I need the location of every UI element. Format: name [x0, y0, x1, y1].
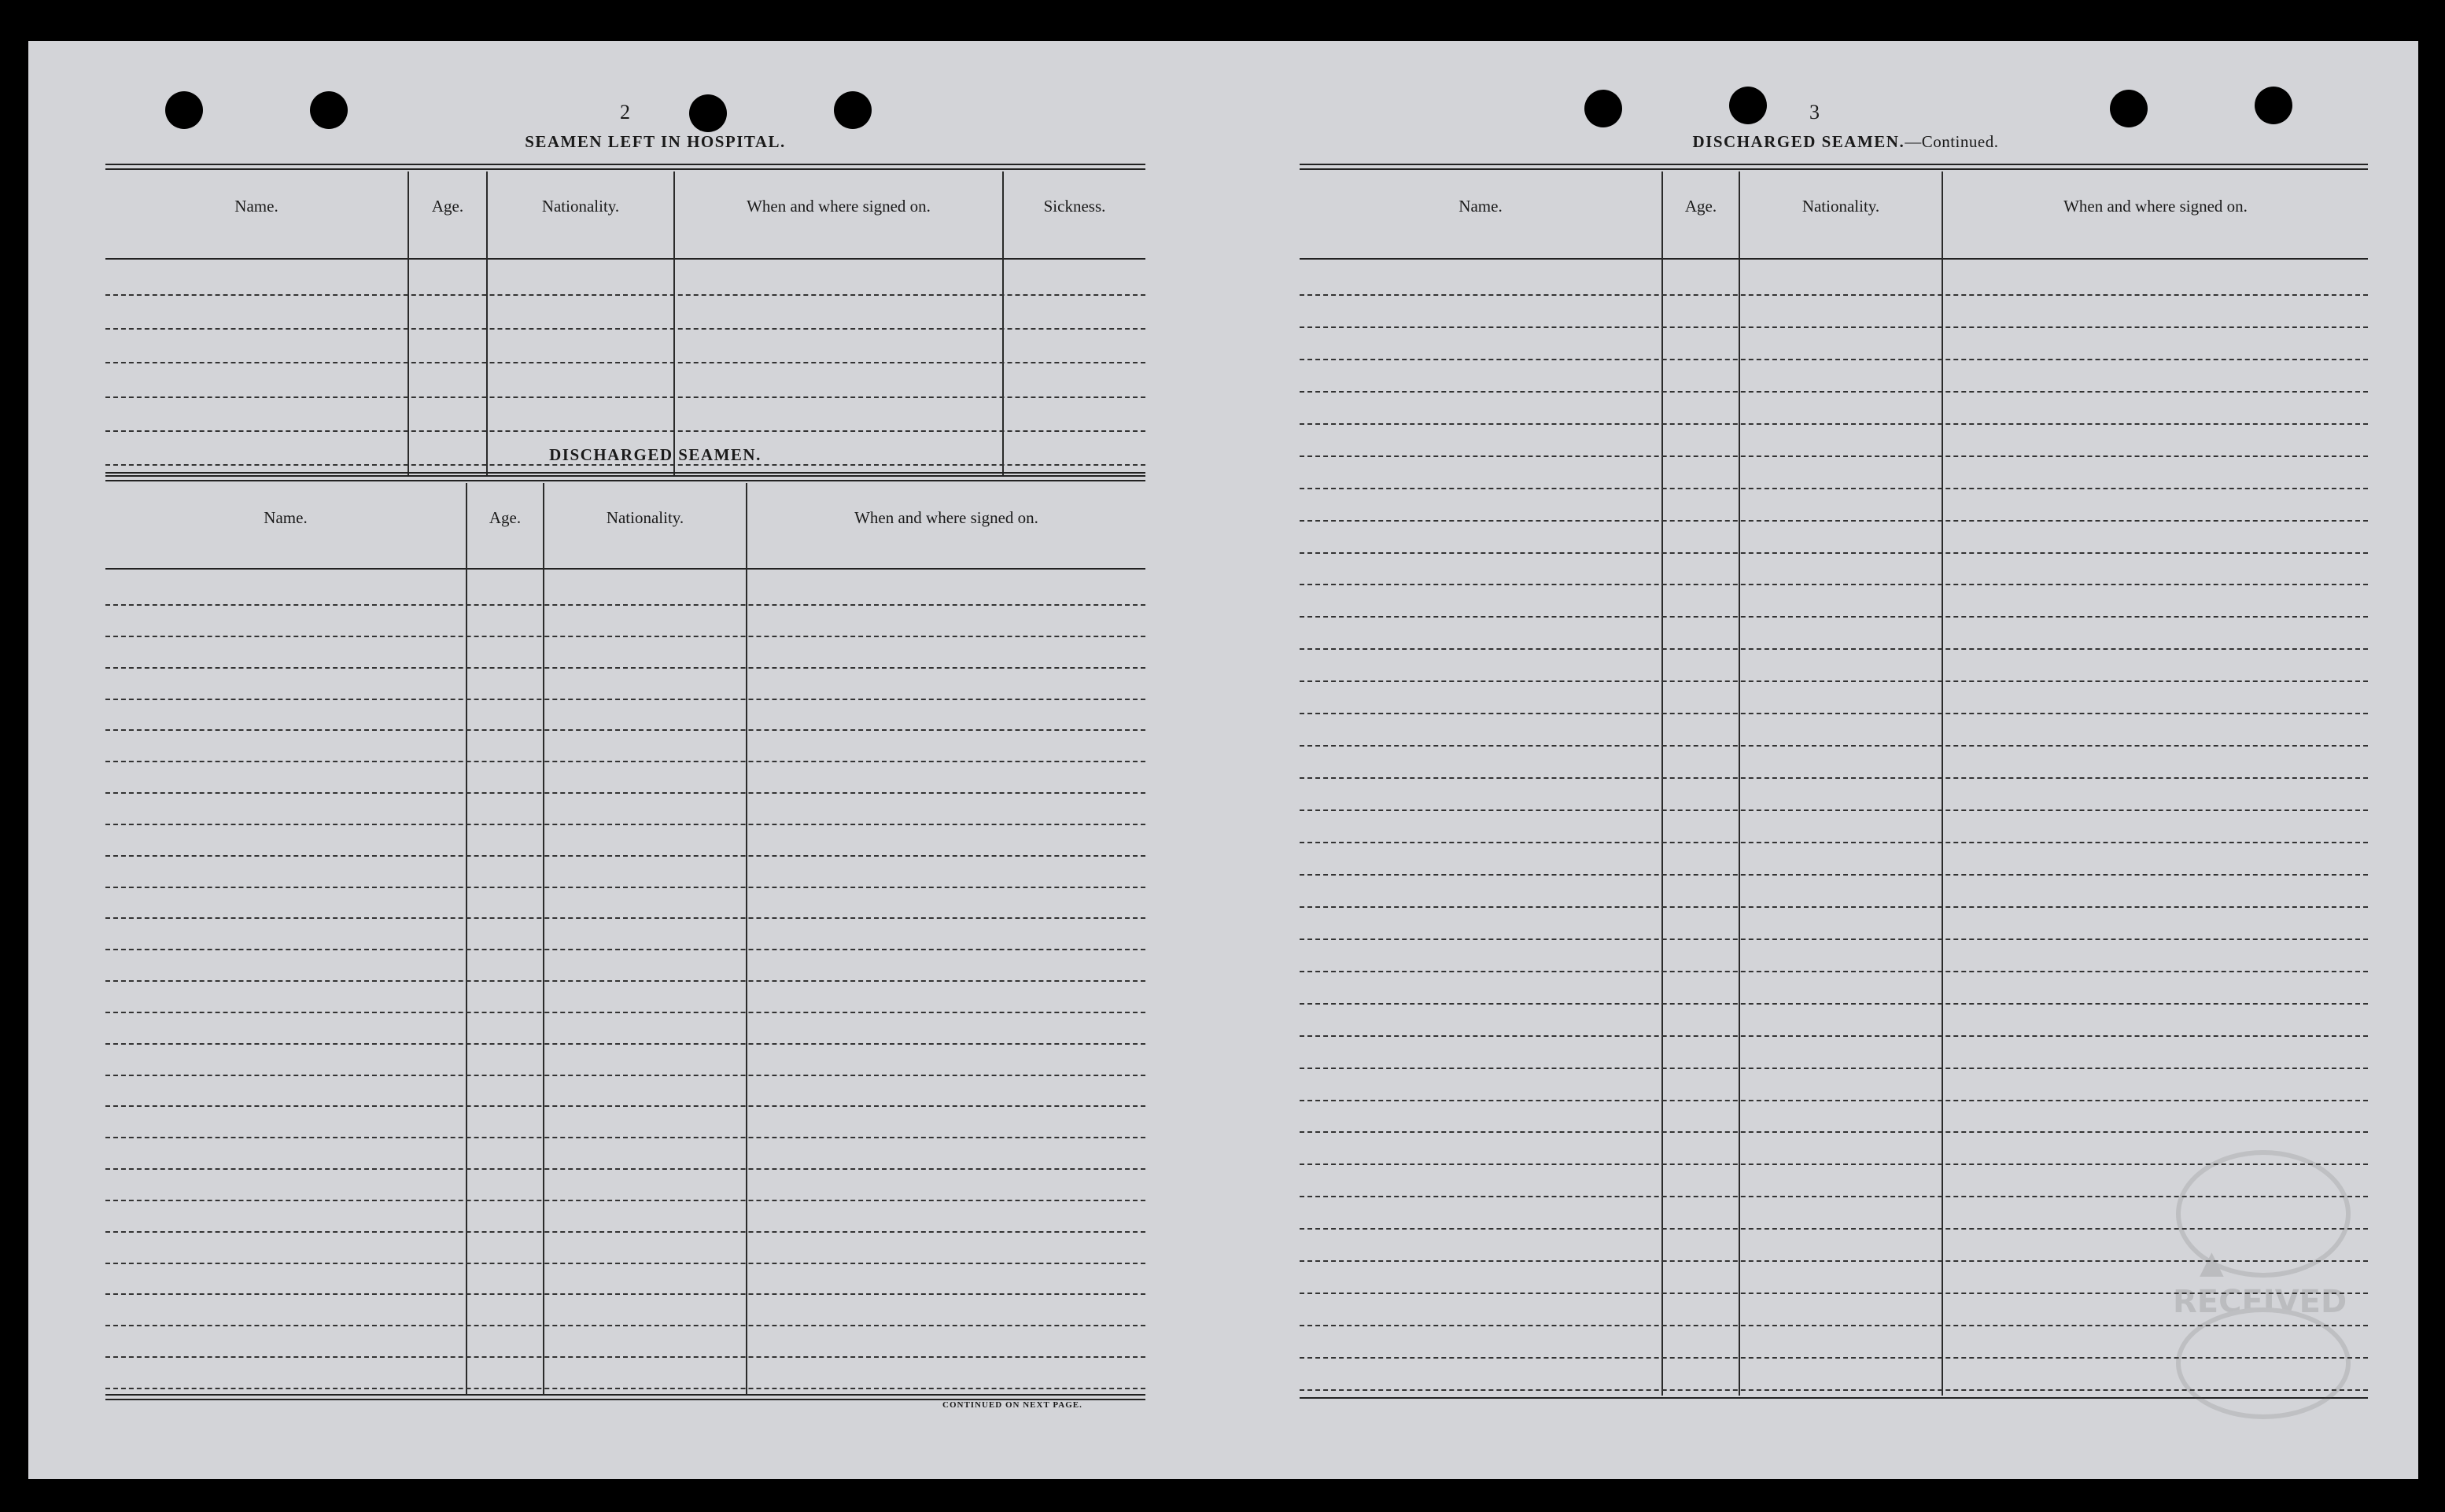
column-header-age: Age. — [431, 197, 464, 216]
entry-row-line — [105, 328, 1145, 330]
page-number-left: 2 — [620, 101, 630, 124]
column-divider — [1661, 171, 1663, 1396]
entry-row-line — [1300, 713, 2368, 714]
entry-row-line — [1300, 874, 2368, 876]
discharged-continued-table — [1300, 164, 2368, 1403]
column-header-name: Name. — [1459, 197, 1503, 216]
column-header-signed-on: When and where signed on. — [747, 197, 931, 216]
column-header-age: Age. — [1684, 197, 1717, 216]
entry-row-line — [105, 1168, 1145, 1170]
column-header-signed-on: When and where signed on. — [2063, 197, 2248, 216]
entry-row-line — [1300, 552, 2368, 554]
column-header-name: Name. — [234, 197, 278, 216]
entry-row-line — [1300, 1389, 2368, 1391]
entry-row-line — [105, 699, 1145, 700]
entry-row-line — [105, 824, 1145, 825]
entry-row-line — [105, 1356, 1145, 1358]
section-title-suffix: —Continued. — [1905, 132, 1999, 151]
entry-row-line — [1300, 777, 2368, 779]
header-rule — [105, 568, 1145, 570]
table-top-rule — [105, 475, 1145, 481]
entry-row-line — [105, 1325, 1145, 1326]
entry-row-line — [105, 604, 1145, 606]
entry-row-line — [105, 1388, 1145, 1389]
entry-row-line — [105, 294, 1145, 296]
entry-row-line — [105, 1263, 1145, 1264]
entry-row-line — [1300, 906, 2368, 908]
column-header-signed-on: When and where signed on. — [854, 508, 1038, 527]
entry-row-line — [105, 362, 1145, 363]
entry-row-line — [1300, 1003, 2368, 1005]
table-top-rule — [105, 164, 1145, 170]
entry-row-line — [105, 1231, 1145, 1233]
entry-row-line — [105, 636, 1145, 637]
header-rule — [1300, 258, 2368, 260]
table-bottom-rule — [1300, 1397, 2368, 1399]
entry-row-line — [105, 430, 1145, 432]
section-title-text: DISCHARGED SEAMEN. — [1692, 132, 1905, 151]
entry-row-line — [105, 949, 1145, 950]
entry-row-line — [105, 667, 1145, 669]
entry-row-line — [1300, 616, 2368, 618]
entry-row-line — [1300, 423, 2368, 425]
hospital-section-title: SEAMEN LEFT IN HOSPITAL. — [525, 132, 786, 151]
entry-row-line — [1300, 1100, 2368, 1101]
punch-hole — [2255, 87, 2292, 124]
entry-row-line — [1300, 1164, 2368, 1165]
entry-row-line — [1300, 1196, 2368, 1197]
entry-row-line — [1300, 294, 2368, 296]
entry-row-line — [1300, 520, 2368, 522]
column-header-nationality: Nationality. — [606, 508, 684, 527]
entry-row-line — [1300, 1293, 2368, 1294]
entry-row-line — [1300, 680, 2368, 682]
punch-hole — [1584, 90, 1622, 127]
entry-row-line — [1300, 1035, 2368, 1037]
column-divider — [466, 483, 467, 1396]
column-header-name: Name. — [264, 508, 308, 527]
entry-row-line — [1300, 809, 2368, 811]
discharged-section-title: DISCHARGED SEAMEN. — [549, 445, 762, 464]
entry-row-line — [1300, 1228, 2368, 1230]
entry-row-line — [1300, 326, 2368, 328]
column-header-nationality: Nationality. — [1801, 197, 1880, 216]
continued-note: CONTINUED ON NEXT PAGE. — [942, 1400, 1082, 1410]
punch-hole — [2110, 90, 2148, 127]
form-sheet — [28, 41, 2418, 1479]
column-divider — [543, 483, 544, 1396]
entry-row-line — [1300, 584, 2368, 585]
column-header-age: Age. — [489, 508, 522, 527]
table-top-rule — [1300, 164, 2368, 170]
column-divider — [1739, 171, 1740, 1396]
column-divider — [746, 483, 747, 1396]
entry-row-line — [105, 1293, 1145, 1295]
entry-row-line — [1300, 1260, 2368, 1262]
entry-row-line — [1300, 1068, 2368, 1069]
hospital-table — [105, 164, 1145, 475]
table-bottom-rule — [105, 1394, 1145, 1400]
received-stamp-image: ▲ RECEIVED — [2168, 1150, 2357, 1418]
entry-row-line — [1300, 1131, 2368, 1133]
entry-row-line — [1300, 1325, 2368, 1326]
entry-row-line — [105, 1043, 1145, 1045]
continued-section-title — [1301, 132, 2390, 152]
punch-hole — [689, 94, 727, 132]
entry-row-line — [105, 1105, 1145, 1107]
entry-row-line — [1300, 391, 2368, 393]
entry-row-line — [105, 855, 1145, 857]
entry-row-line — [105, 1075, 1145, 1076]
entry-row-line — [1300, 455, 2368, 457]
entry-row-line — [105, 729, 1145, 731]
entry-row-line — [105, 792, 1145, 794]
entry-row-line — [105, 1012, 1145, 1013]
page-number-right: 3 — [1809, 101, 1820, 124]
entry-row-line — [1300, 648, 2368, 650]
punch-hole — [834, 91, 872, 129]
column-header-nationality: Nationality. — [541, 197, 620, 216]
entry-row-line — [105, 761, 1145, 762]
entry-row-line — [1300, 842, 2368, 843]
column-header-sickness: Sickness. — [1043, 197, 1106, 216]
punch-hole — [1729, 87, 1767, 124]
entry-row-line — [105, 1137, 1145, 1138]
punch-hole — [165, 91, 203, 129]
entry-row-line — [105, 887, 1145, 888]
header-rule — [105, 258, 1145, 260]
entry-row-line — [1300, 1357, 2368, 1359]
discharged-table — [105, 475, 1145, 1403]
entry-row-line — [1300, 359, 2368, 360]
entry-row-line — [105, 1200, 1145, 1201]
entry-row-line — [1300, 939, 2368, 940]
column-divider — [1942, 171, 1943, 1396]
entry-row-line — [105, 917, 1145, 919]
entry-row-line — [1300, 745, 2368, 747]
entry-row-line — [1300, 971, 2368, 972]
entry-row-line — [1300, 488, 2368, 489]
entry-row-line — [105, 980, 1145, 982]
entry-row-line — [105, 396, 1145, 398]
table-bottom-rule — [105, 472, 1145, 474]
punch-hole — [310, 91, 348, 129]
